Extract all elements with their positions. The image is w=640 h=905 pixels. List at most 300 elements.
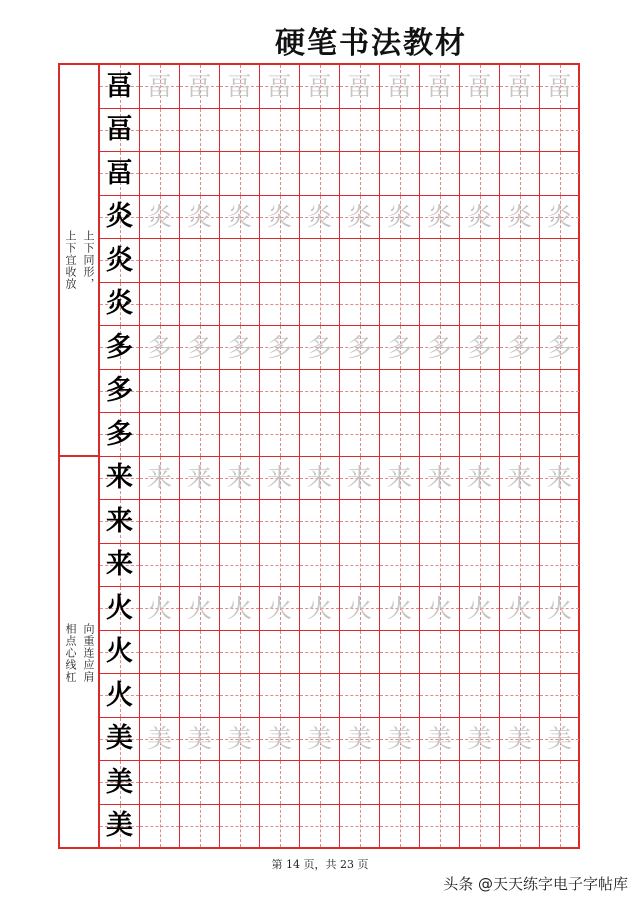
model-character: 多 [106,375,133,407]
trace-character: 炎 [506,202,532,232]
trace-character: 美 [386,724,412,754]
trace-character: 来 [386,463,412,493]
empty-practice-cell [220,631,260,675]
model-character: 火 [106,592,133,624]
trace-character: 来 [266,463,292,493]
empty-practice-cell [340,152,380,196]
empty-practice-cell [180,500,220,544]
practice-row [100,674,580,718]
side-note-line: 上下宜收放 [64,230,77,290]
trace-character: 炎 [186,202,212,232]
empty-practice-cell [140,500,180,544]
trace-character-cell [180,196,220,240]
model-character: 美 [106,723,133,755]
empty-practice-cell [540,152,580,196]
trace-character-cell [540,326,580,370]
trace-character: 多 [226,332,252,362]
empty-practice-cell [500,500,540,544]
trace-character: 畐 [226,71,252,101]
empty-practice-cell [380,152,420,196]
trace-character-cell [220,457,260,501]
trace-character: 火 [146,593,172,623]
empty-practice-cell [500,544,540,588]
empty-practice-cell [380,370,420,414]
empty-practice-cell [460,805,500,849]
empty-practice-cell [140,109,180,153]
empty-practice-cell [300,413,340,457]
trace-character: 来 [426,463,452,493]
empty-practice-cell [140,674,180,718]
watermark: 头条 @天天练字电子字帖库 [443,875,628,893]
practice-row [100,413,580,457]
empty-practice-cell [460,413,500,457]
empty-practice-cell [220,152,260,196]
trace-character: 来 [186,463,212,493]
trace-character-cell [420,326,460,370]
trace-character-cell [220,587,260,631]
trace-character: 来 [346,463,372,493]
empty-practice-cell [540,239,580,283]
model-character-cell [100,196,140,240]
trace-character-cell [180,326,220,370]
model-character: 美 [106,810,133,842]
model-character: 来 [106,549,133,581]
empty-practice-cell [300,544,340,588]
trace-character-cell [260,457,300,501]
empty-practice-cell [540,370,580,414]
practice-row [100,631,580,675]
trace-character-cell [380,718,420,762]
practice-row [100,500,580,544]
empty-practice-cell [540,109,580,153]
empty-practice-cell [140,152,180,196]
trace-character-cell [340,587,380,631]
empty-practice-cell [460,370,500,414]
trace-character: 美 [226,724,252,754]
trace-character-cell [420,196,460,240]
side-note-line: 相点心线杠 [64,623,77,683]
model-character: 畐 [106,70,133,102]
trace-character: 炎 [466,202,492,232]
trace-character-cell [460,718,500,762]
model-character: 火 [106,636,133,668]
empty-practice-cell [300,283,340,327]
empty-practice-cell [340,761,380,805]
trace-character: 畐 [506,71,532,101]
empty-practice-cell [140,761,180,805]
empty-practice-cell [260,805,300,849]
empty-practice-cell [340,370,380,414]
empty-practice-cell [220,370,260,414]
empty-practice-cell [540,413,580,457]
page-number: 第 14 页，共 23 页 [271,858,369,871]
trace-character: 来 [306,463,332,493]
trace-character: 火 [546,593,572,623]
model-character: 多 [106,418,133,450]
model-character: 炎 [106,201,133,233]
empty-practice-cell [260,152,300,196]
empty-practice-cell [380,631,420,675]
empty-practice-cell [500,631,540,675]
trace-character: 畐 [386,71,412,101]
model-character: 美 [106,766,133,798]
trace-character-cell [140,196,180,240]
empty-practice-cell [340,500,380,544]
trace-character-cell [220,718,260,762]
trace-character-cell [300,196,340,240]
empty-practice-cell [540,805,580,849]
trace-character-cell [180,718,220,762]
practice-row [100,326,580,370]
empty-practice-cell [140,631,180,675]
empty-practice-cell [180,544,220,588]
trace-character: 多 [346,332,372,362]
empty-practice-cell [500,413,540,457]
model-character-cell [100,500,140,544]
trace-character: 来 [146,463,172,493]
empty-practice-cell [420,152,460,196]
page-title: 硬笔书法教材 [275,26,467,61]
practice-row [100,283,580,327]
empty-practice-cell [220,283,260,327]
empty-practice-cell [420,239,460,283]
trace-character: 美 [146,724,172,754]
model-character-cell [100,370,140,414]
model-character-cell [100,544,140,588]
trace-character: 多 [506,332,532,362]
empty-practice-cell [540,674,580,718]
empty-practice-cell [300,370,340,414]
trace-character: 美 [186,724,212,754]
empty-practice-cell [340,413,380,457]
trace-character-cell [300,326,340,370]
trace-character-cell [260,65,300,109]
empty-practice-cell [220,500,260,544]
trace-character: 来 [506,463,532,493]
trace-character-cell [420,587,460,631]
empty-practice-cell [220,109,260,153]
empty-practice-cell [380,109,420,153]
model-character: 火 [106,679,133,711]
model-character-cell [100,283,140,327]
trace-character: 来 [546,463,572,493]
empty-practice-cell [300,631,340,675]
trace-character: 炎 [306,202,332,232]
empty-practice-cell [340,283,380,327]
trace-character: 火 [426,593,452,623]
trace-character-cell [380,587,420,631]
empty-practice-cell [420,631,460,675]
trace-character-cell [180,587,220,631]
trace-character-cell [380,457,420,501]
empty-practice-cell [500,239,540,283]
model-character-cell [100,761,140,805]
trace-character: 火 [266,593,292,623]
trace-character: 美 [266,724,292,754]
empty-practice-cell [220,805,260,849]
trace-character: 多 [466,332,492,362]
practice-grid [100,65,580,847]
practice-row [100,761,580,805]
empty-practice-cell [260,544,300,588]
empty-practice-cell [460,544,500,588]
trace-character-cell [540,196,580,240]
empty-practice-cell [300,239,340,283]
empty-practice-cell [540,761,580,805]
empty-practice-cell [220,239,260,283]
empty-practice-cell [460,239,500,283]
empty-practice-cell [340,631,380,675]
model-character-cell [100,109,140,153]
side-note-2 [60,457,100,849]
trace-character: 多 [186,332,212,362]
empty-practice-cell [380,500,420,544]
trace-character: 多 [146,332,172,362]
trace-character-cell [140,587,180,631]
trace-character-cell [340,457,380,501]
practice-row [100,109,580,153]
empty-practice-cell [540,500,580,544]
trace-character-cell [300,457,340,501]
trace-character-cell [140,718,180,762]
trace-character: 炎 [146,202,172,232]
trace-character: 火 [506,593,532,623]
trace-character-cell [460,196,500,240]
empty-practice-cell [460,283,500,327]
trace-character: 美 [546,724,572,754]
trace-character: 炎 [386,202,412,232]
trace-character-cell [260,587,300,631]
trace-character-cell [220,326,260,370]
empty-practice-cell [180,283,220,327]
empty-practice-cell [420,370,460,414]
trace-character: 火 [346,593,372,623]
empty-practice-cell [420,413,460,457]
empty-practice-cell [380,761,420,805]
trace-character: 畐 [466,71,492,101]
trace-character: 美 [506,724,532,754]
empty-practice-cell [460,500,500,544]
practice-row [100,152,580,196]
trace-character: 火 [186,593,212,623]
model-character: 来 [106,462,133,494]
empty-practice-cell [180,631,220,675]
trace-character-cell [540,65,580,109]
practice-row [100,239,580,283]
empty-practice-cell [340,805,380,849]
model-character-cell [100,718,140,762]
empty-practice-cell [420,674,460,718]
trace-character-cell [420,65,460,109]
empty-practice-cell [500,370,540,414]
empty-practice-cell [340,239,380,283]
empty-practice-cell [420,500,460,544]
trace-character: 炎 [266,202,292,232]
empty-practice-cell [340,674,380,718]
trace-character-cell [180,457,220,501]
trace-character-cell [420,457,460,501]
empty-practice-cell [380,544,420,588]
practice-row [100,457,580,501]
empty-practice-cell [500,761,540,805]
empty-practice-cell [180,109,220,153]
side-note-1 [60,65,100,457]
trace-character: 畐 [346,71,372,101]
empty-practice-cell [140,370,180,414]
trace-character: 炎 [346,202,372,232]
trace-character: 炎 [226,202,252,232]
trace-character-cell [260,196,300,240]
trace-character-cell [540,457,580,501]
empty-practice-cell [460,109,500,153]
empty-practice-cell [420,544,460,588]
trace-character: 火 [386,593,412,623]
empty-practice-cell [500,805,540,849]
empty-practice-cell [260,283,300,327]
trace-character-cell [180,65,220,109]
empty-practice-cell [500,109,540,153]
model-character-cell [100,152,140,196]
trace-character-cell [460,587,500,631]
practice-row [100,544,580,588]
trace-character: 来 [226,463,252,493]
trace-character: 多 [306,332,332,362]
trace-character: 美 [466,724,492,754]
trace-character-cell [500,457,540,501]
model-character-cell [100,239,140,283]
model-character-cell [100,457,140,501]
trace-character-cell [540,587,580,631]
empty-practice-cell [460,674,500,718]
empty-practice-cell [260,109,300,153]
practice-row [100,370,580,414]
trace-character-cell [140,65,180,109]
trace-character: 畐 [266,71,292,101]
trace-character-cell [420,718,460,762]
trace-character: 炎 [546,202,572,232]
empty-practice-cell [300,109,340,153]
empty-practice-cell [540,283,580,327]
trace-character: 畐 [306,71,332,101]
practice-row [100,196,580,240]
trace-character: 美 [306,724,332,754]
empty-practice-cell [220,413,260,457]
practice-row [100,805,580,849]
trace-character: 多 [266,332,292,362]
trace-character-cell [340,718,380,762]
empty-practice-cell [180,761,220,805]
trace-character: 畐 [146,71,172,101]
empty-practice-cell [140,239,180,283]
empty-practice-cell [540,544,580,588]
model-character-cell [100,805,140,849]
model-character-cell [100,674,140,718]
trace-character-cell [260,718,300,762]
empty-practice-cell [220,674,260,718]
empty-practice-cell [180,370,220,414]
empty-practice-cell [460,152,500,196]
trace-character-cell [260,326,300,370]
model-character: 畐 [106,157,133,189]
trace-character-cell [340,65,380,109]
empty-practice-cell [420,109,460,153]
trace-character-cell [380,196,420,240]
trace-character: 炎 [426,202,452,232]
empty-practice-cell [420,283,460,327]
empty-practice-cell [140,544,180,588]
empty-practice-cell [140,805,180,849]
trace-character-cell [500,65,540,109]
trace-character: 畐 [546,71,572,101]
empty-practice-cell [340,109,380,153]
empty-practice-cell [220,544,260,588]
empty-practice-cell [420,805,460,849]
trace-character: 多 [546,332,572,362]
model-character: 来 [106,505,133,537]
trace-character-cell [140,326,180,370]
empty-practice-cell [340,544,380,588]
side-note-line: 上下同形， [82,230,95,290]
trace-character: 火 [306,593,332,623]
trace-character-cell [300,718,340,762]
empty-practice-cell [180,152,220,196]
trace-character-cell [460,65,500,109]
empty-practice-cell [500,674,540,718]
trace-character: 火 [226,593,252,623]
trace-character-cell [540,718,580,762]
empty-practice-cell [300,805,340,849]
empty-practice-cell [380,805,420,849]
empty-practice-cell [460,631,500,675]
trace-character-cell [460,457,500,501]
empty-practice-cell [380,283,420,327]
trace-character-cell [220,196,260,240]
empty-practice-cell [460,761,500,805]
empty-practice-cell [300,674,340,718]
trace-character: 畐 [426,71,452,101]
trace-character: 来 [466,463,492,493]
empty-practice-cell [180,674,220,718]
empty-practice-cell [260,674,300,718]
trace-character: 火 [466,593,492,623]
practice-row [100,718,580,762]
practice-row [100,587,580,631]
empty-practice-cell [500,283,540,327]
model-character-cell [100,587,140,631]
trace-character-cell [340,196,380,240]
empty-practice-cell [500,152,540,196]
empty-practice-cell [300,500,340,544]
trace-character-cell [140,457,180,501]
empty-practice-cell [220,761,260,805]
model-character: 炎 [106,288,133,320]
model-character-cell [100,413,140,457]
side-note-line: 向重连应肩 [82,623,95,683]
trace-character-cell [220,65,260,109]
empty-practice-cell [300,761,340,805]
empty-practice-cell [300,152,340,196]
empty-practice-cell [140,413,180,457]
empty-practice-cell [180,805,220,849]
trace-character: 多 [426,332,452,362]
trace-character-cell [500,587,540,631]
practice-row [100,65,580,109]
empty-practice-cell [380,239,420,283]
trace-character-cell [500,326,540,370]
model-character: 多 [106,331,133,363]
trace-character-cell [500,196,540,240]
trace-character-cell [380,326,420,370]
